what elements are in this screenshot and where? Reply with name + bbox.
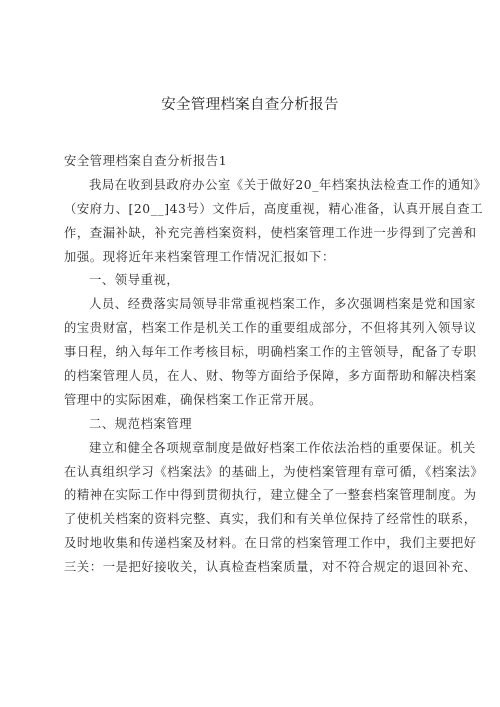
paragraph-line: 加强。现将近年来档案管理工作情况汇报如下： [64, 249, 335, 264]
paragraph-line: 我局在收到县政府办公室《关于做好20_年档案执法检查工作的通知》 [89, 177, 487, 192]
paragraph-line: 人员、经费落实局领导非常重视档案工作，多次强调档案是党和国家 [89, 297, 476, 312]
document-body [64, 150, 487, 580]
document-title: 安全管理档案自查分析报告 [161, 97, 339, 113]
paragraph-line: 及时地收集和传递档案及材料。在日常的档案管理工作中，我们主要把好 [64, 536, 477, 551]
paragraph-line: 的档案管理人员，在人、财、物等方面给予保障，多方面帮助和解决档案 [64, 369, 477, 384]
paragraph-line: 的宝贵财富，档案工作是机关工作的重要组成部分，不但将其列入领导议 [64, 321, 477, 336]
section-subheading: 二、规范档案管理 [89, 416, 193, 431]
section-heading: 安全管理档案自查分析报告1 [64, 154, 228, 168]
paragraph-line: 事日程，纳入每年工作考核目标，明确档案工作的主管领导，配备了专职 [64, 345, 477, 360]
paragraph-line: （安府力、[20__]43号）文件后，高度重视，精心准备，认真开展自查工 [64, 201, 484, 216]
paragraph-line: 的精神在实际工作中得到贯彻执行，建立健全了一整套档案管理制度。为 [64, 488, 477, 503]
paragraph-line: 在认真组织学习《档案法》的基础上，为使档案管理有章可循，《档案法》 [64, 464, 484, 479]
paragraph-line: 管理中的实际困难，确保档案工作正常开展。 [64, 392, 322, 407]
section-subheading: 一、领导重视， [89, 273, 180, 288]
paragraph-line: 三关：一是把好接收关，认真检查档案质量，对不符合规定的退回补充、 [64, 560, 477, 575]
paragraph-line: 了使机关档案的资料完整、真实，我们和有关单位保持了经常性的联系， [64, 512, 477, 527]
paragraph-line: 建立和健全各项规章制度是做好档案工作依法治档的重要保证。机关 [89, 440, 476, 455]
paragraph-line: 作，查漏补缺，补充完善档案资料，使档案管理工作进一步得到了完善和 [64, 225, 477, 240]
